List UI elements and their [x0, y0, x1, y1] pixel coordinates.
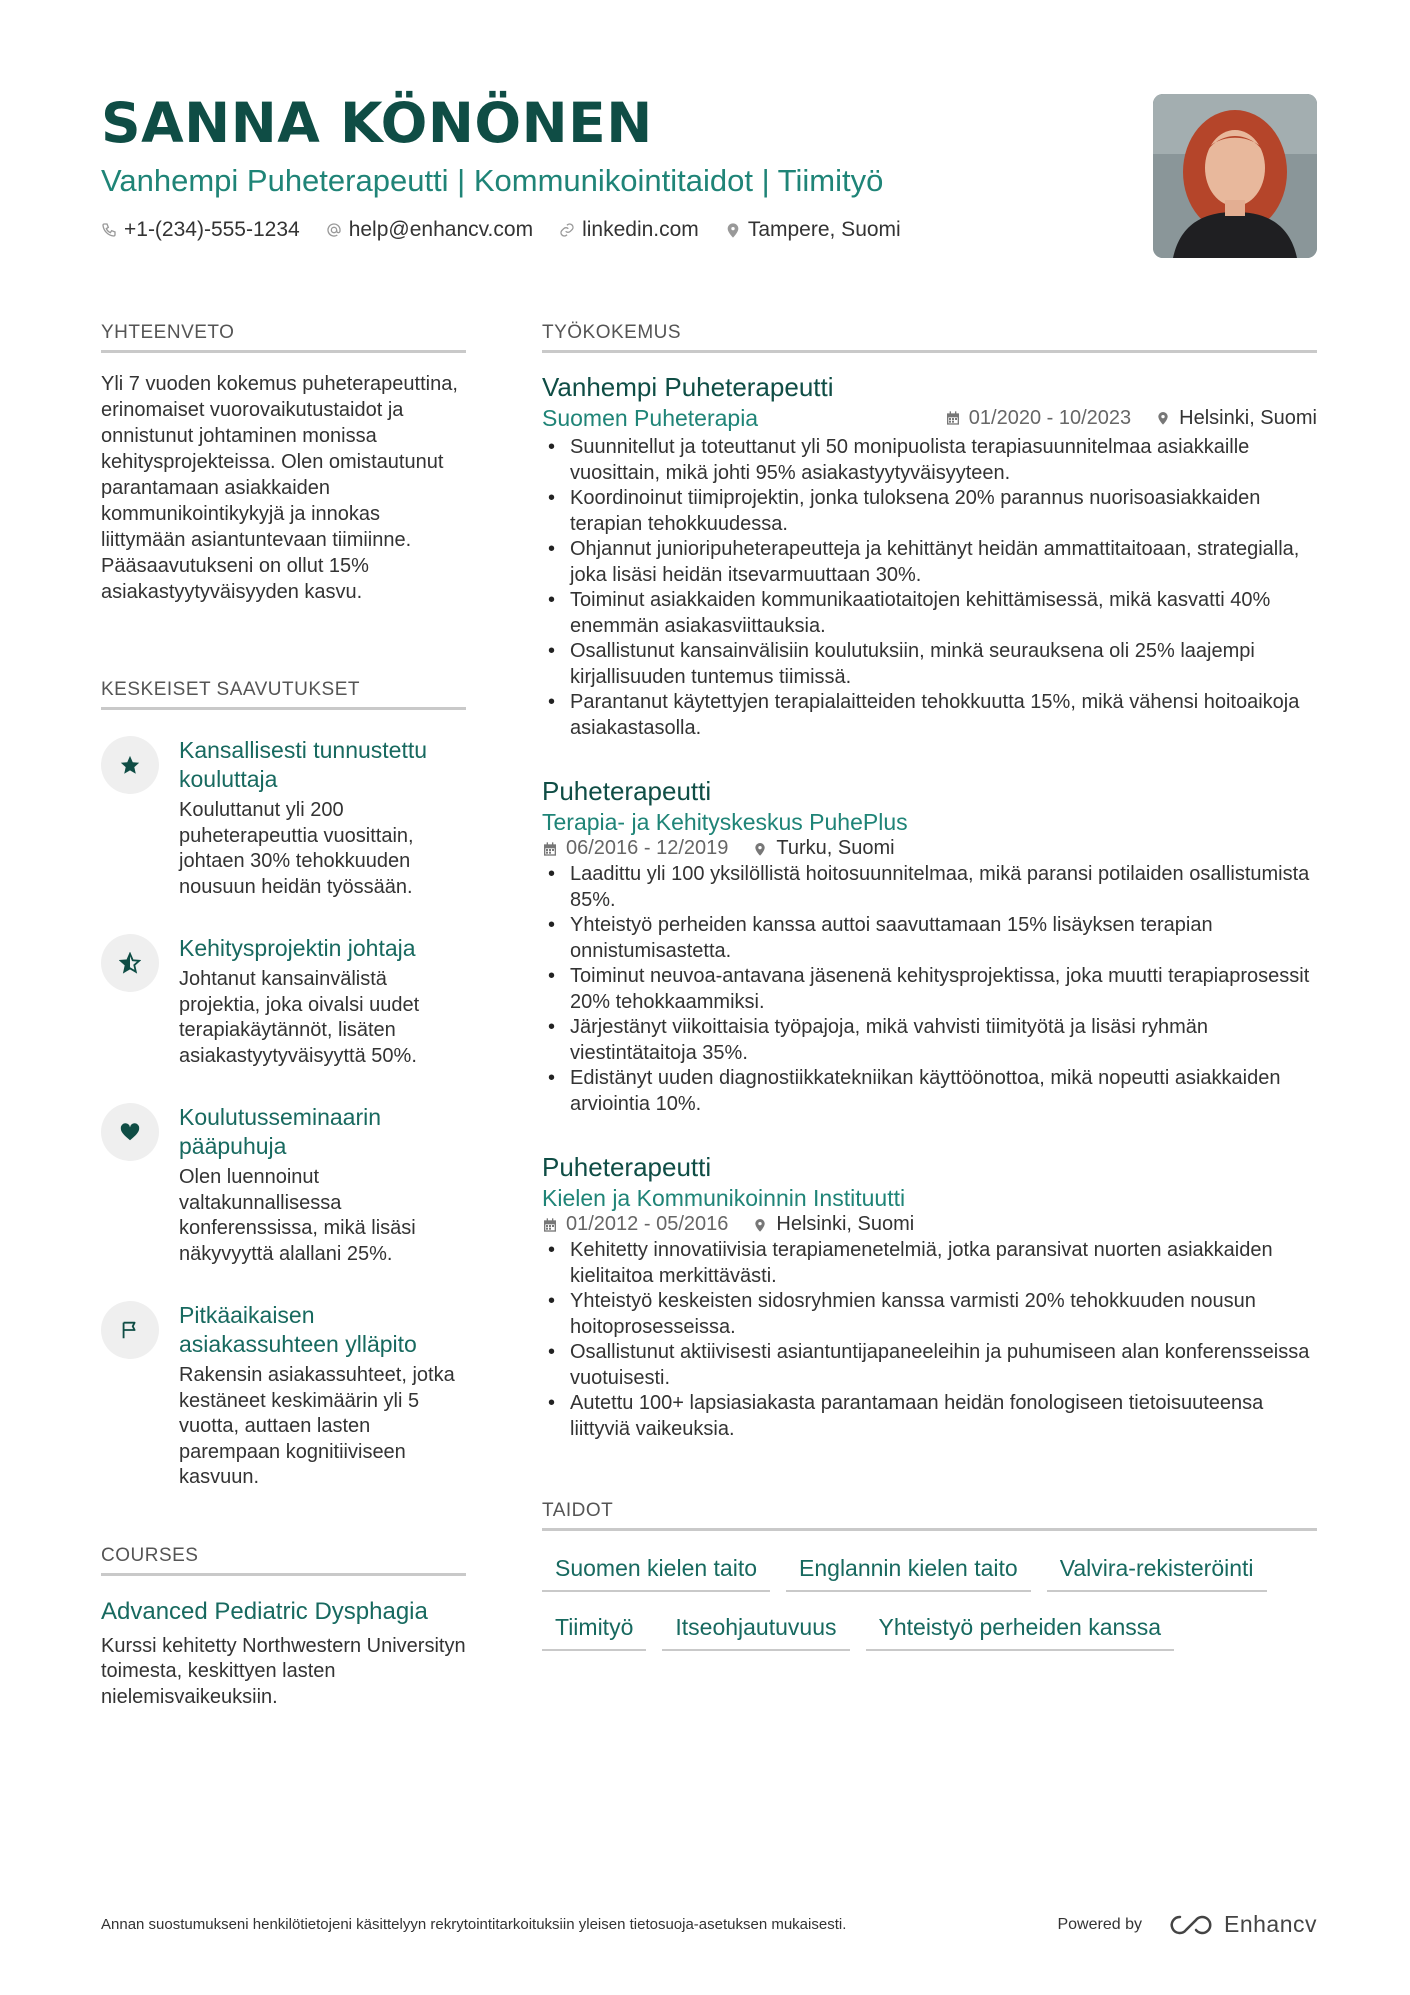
star-half-icon [119, 952, 141, 974]
gdpr-consent-text: Annan suostumukseni henkilötietojeni käsittelyyn rekrytointitarkoituksiin yleisen tietosuoja-asetuksen mukaisesti. [101, 1916, 847, 1933]
job-bullet: • Toiminut asiakkaiden kommunikaatiotaitojen kehittämisessä, mikä kasvatti 40% enemmän asiakasviittauksia. [542, 588, 1317, 639]
job-bullet: • Osallistunut aktiivisesti asiantuntijapaneeleihin ja puhumiseen alan konferensseissa vuotuisesti. [542, 1340, 1317, 1391]
brand-name: Enhancv [1223, 1911, 1317, 1937]
skill-tag: Valvira-rekisteröinti [1047, 1551, 1267, 1592]
job-bullets [542, 862, 1317, 1117]
skills-heading: TAIDOT [542, 1500, 1317, 1531]
page-footer [101, 1911, 1317, 1938]
job-company: Suomen Puheterapia [542, 405, 759, 431]
contact-linkedin[interactable] [559, 218, 699, 242]
powered-by-label: Powered by [1057, 1915, 1142, 1933]
job-title: Puheterapeutti [542, 1152, 712, 1182]
contact-location-text: Tampere, Suomi [747, 218, 901, 241]
achievement-title: Koulutusseminaarin pääpuhuja [179, 1104, 382, 1159]
job-bullet: • Yhteistyö keskeisten sidosryhmien kanssa varmisti 20% tehokkuuden nousun hoitoprosesseissa. [542, 1289, 1317, 1340]
profile-photo [1153, 94, 1317, 258]
job-entry [542, 775, 1317, 1117]
job-company: Terapia- ja Kehityskeskus PuhePlus [542, 809, 908, 835]
job-bullet: • Parantanut käytettyjen terapialaitteiden tehokkuutta 15%, mikä vähensi hoitoaikoja asiakastasolla. [542, 690, 1317, 741]
contact-location [725, 218, 901, 242]
link-icon [559, 222, 575, 238]
location-icon [725, 222, 741, 238]
candidate-title: Vanhempi Puheterapeutti | Kommunikointitaidot | Tiimityö [101, 163, 884, 198]
job-title: Puheterapeutti [542, 776, 712, 806]
calendar-icon [945, 410, 961, 426]
heart-icon [119, 1121, 141, 1143]
enhancv-brand[interactable] [1168, 1911, 1317, 1938]
course-title: Advanced Pediatric Dysphagia [101, 1597, 428, 1625]
at-icon [326, 222, 342, 238]
job-bullet: • Kehitetty innovatiivisia terapiamenetelmiä, jotka paransivat nuorten asiakkaiden kielitaitoa merkittävästi. [542, 1238, 1317, 1289]
achievement-desc: Kouluttanut yli 200 puheterapeuttia vuosittain, johtaen 30% tehokkuuden nousuun heidän työssään. [179, 799, 414, 898]
job-bullet: • Järjestänyt viikoittaisia työpajoja, mikä vahvisti tiimityötä ja lisäsi ryhmän viestintätaitoja 35%. [542, 1015, 1317, 1066]
job-location: Turku, Suomi [776, 837, 895, 859]
achievement-title: Kansallisesti tunnustettu kouluttaja [179, 737, 428, 792]
location-icon [752, 841, 768, 857]
job-location: Helsinki, Suomi [1179, 406, 1317, 429]
skill-tag: Englannin kielen taito [786, 1551, 1031, 1592]
courses-heading: COURSES [101, 1545, 466, 1576]
achievement-item [101, 1301, 466, 1491]
skill-tag: Suomen kielen taito [542, 1551, 770, 1592]
course-desc: Kurssi kehitetty Northwestern Universityn toimesta, keskittyen lasten nielemisvaikeuksiin. [101, 1634, 466, 1708]
contact-linkedin-text: linkedin.com [582, 218, 699, 241]
summary-text: Yli 7 vuoden kokemus puheterapeuttina, erinomaiset vuorovaikutustaidot ja onnistunut johtaminen monissa kehitysprojekteissa. Olen omistautunut parantamaan asiakkaiden kommunikointikykyjä ja innokas liittymään asiantuntevaan tiimiinne. Pääsaavutukseni on ollut 15% asiakastyytyväisyyden kasvu. [101, 373, 458, 603]
job-bullets [542, 435, 1317, 741]
job-entry [542, 1151, 1317, 1442]
achievement-title: Kehitysprojektin johtaja [179, 935, 416, 961]
achievement-desc: Johtanut kansainvälistä projektia, joka oivalsi uudet terapiakäytännöt, lisäten asiakastyytyväisyyttä 50%. [179, 968, 420, 1067]
phone-icon [101, 222, 117, 238]
resume-header [101, 90, 1101, 242]
calendar-icon [542, 1217, 558, 1233]
achievement-title: Pitkäaikaisen asiakassuhteen ylläpito [179, 1302, 417, 1357]
contact-phone-text: +1-(234)-555-1234 [124, 218, 300, 241]
job-bullet: • Suunnitellut ja toteuttanut yli 50 monipuolista terapiasuunnitelmaa asiakkaille vuosittain, mikä johti 95% asiakastyytyväisyyteen. [542, 435, 1317, 486]
summary-heading: YHTEENVETO [101, 322, 466, 353]
job-entry [542, 371, 1317, 741]
left-column [101, 322, 466, 1710]
flag-icon [119, 1319, 141, 1341]
achievement-desc: Olen luennoinut valtakunnallisessa konferenssissa, mikä lisäsi näkyvyyttä alallani 25%. [179, 1166, 416, 1265]
location-icon [752, 1217, 768, 1233]
job-bullet: • Osallistunut kansainvälisiin koulutuksiin, minkä seurauksena oli 25% laajempi kirjallisuuden tuntemus tiimissä. [542, 639, 1317, 690]
job-bullet: • Toiminut neuvoa-antavana jäsenenä kehitysprojektissa, joka muutti terapiaprosessit 20% tehokkaammiksi. [542, 964, 1317, 1015]
contact-phone[interactable] [101, 218, 300, 242]
skill-tag: Tiimityö [542, 1610, 646, 1651]
job-dates: 01/2012 - 05/2016 [566, 1213, 729, 1235]
enhancv-logo-icon [1168, 1913, 1214, 1937]
right-column [542, 322, 1317, 1651]
job-bullet: • Ohjannut junioripuheterapeutteja ja kehittänyt heidän ammattitaitoaan, strategialla, joka lisäsi heidän itsevarmuuttaan 30%. [542, 537, 1317, 588]
star-icon [119, 754, 141, 776]
achievement-desc: Rakensin asiakassuhteet, jotka kestäneet keskimäärin yli 5 vuotta, auttaen lasten parempaan kognitiiviseen kasvuun. [179, 1364, 455, 1488]
job-dates: 06/2016 - 12/2019 [566, 837, 729, 859]
job-bullet: • Edistänyt uuden diagnostiikkatekniikan käyttöönottoa, mikä nopeutti asiakkaiden arviointia 10%. [542, 1066, 1317, 1117]
candidate-name: SANNA KÖNÖNEN [101, 91, 653, 155]
skill-tag: Yhteistyö perheiden kanssa [866, 1610, 1175, 1651]
job-company: Kielen ja Kommunikoinnin Instituutti [542, 1185, 906, 1211]
achievement-item [101, 1103, 466, 1267]
job-bullet: • Autettu 100+ lapsiasiakasta parantamaan heidän fonologiseen tietoisuuteensa liittyviä vaikeuksia. [542, 1391, 1317, 1442]
job-bullet: • Laadittu yli 100 yksilöllistä hoitosuunnitelmaa, mikä paransi potilaiden osallistumista 85%. [542, 862, 1317, 913]
contact-list [101, 218, 1101, 242]
job-location: Helsinki, Suomi [776, 1213, 915, 1235]
job-bullets [542, 1238, 1317, 1442]
skills-list [542, 1551, 1317, 1651]
skill-tag: Itseohjautuvuus [662, 1610, 849, 1651]
calendar-icon [542, 841, 558, 857]
contact-email[interactable] [326, 218, 533, 242]
job-title: Vanhempi Puheterapeutti [542, 372, 834, 402]
achievement-item [101, 736, 466, 900]
achievements-heading: KESKEISET SAAVUTUKSET [101, 679, 466, 710]
contact-email-text: help@enhancv.com [348, 218, 534, 241]
achievement-item [101, 934, 466, 1069]
job-bullet: • Koordinoinut tiimiprojektin, jonka tuloksena 20% parannus nuorisoasiakkaiden terapian tehokkuudessa. [542, 486, 1317, 537]
job-bullet: • Yhteistyö perheiden kanssa auttoi saavuttamaan 15% lisäyksen terapian onnistumisastetta. [542, 913, 1317, 964]
job-dates: 01/2020 - 10/2023 [968, 406, 1132, 429]
experience-heading: TYÖKOKEMUS [542, 322, 1317, 353]
location-icon [1155, 410, 1171, 426]
